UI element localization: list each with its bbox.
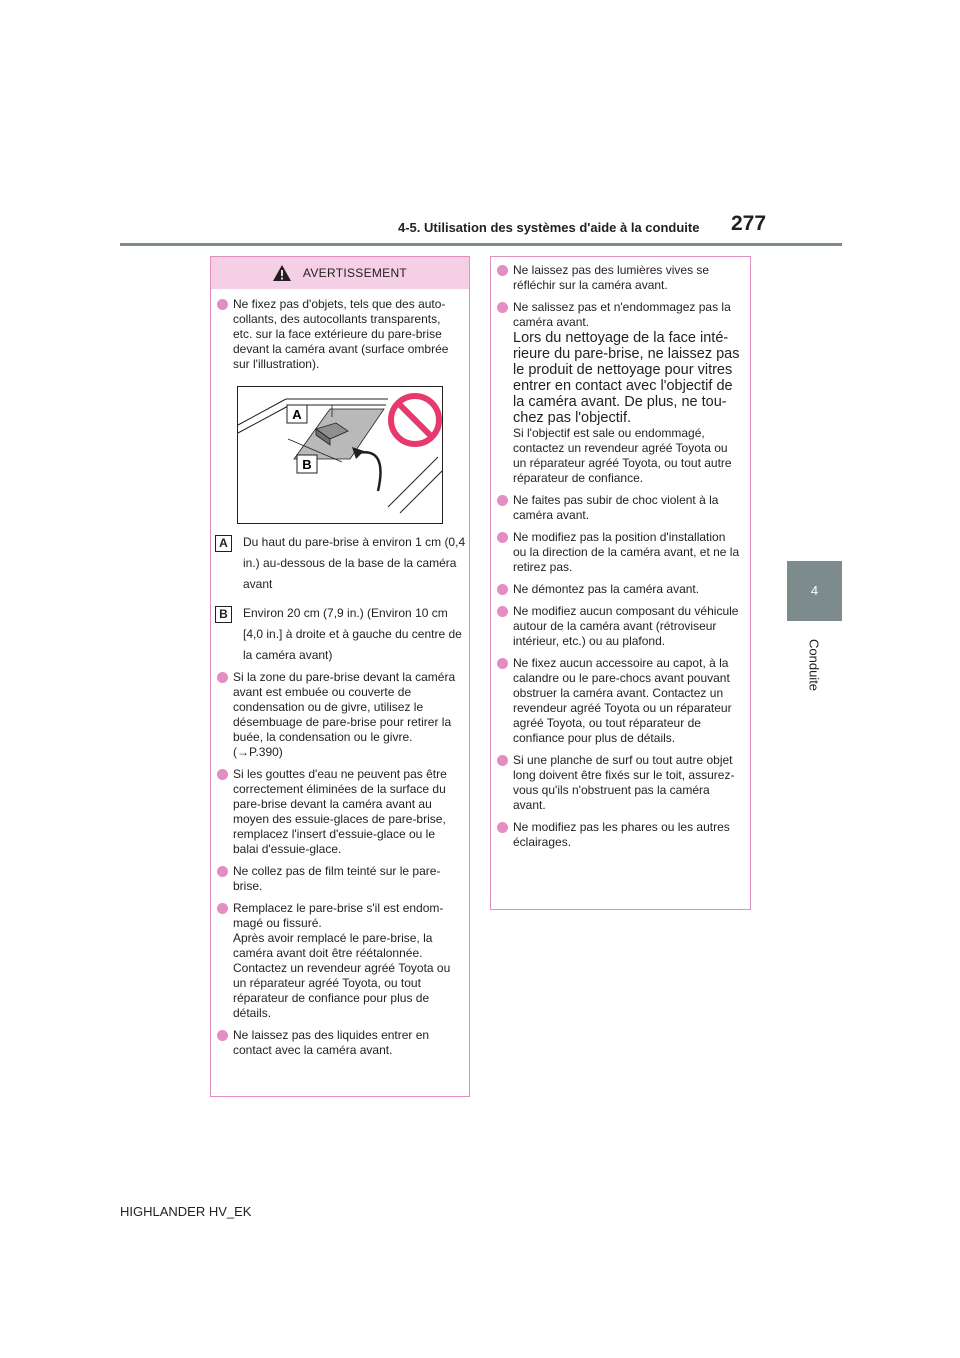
bullet-icon (497, 658, 508, 669)
bullet-icon (497, 302, 508, 313)
warning-title: AVERTISSEMENT (302, 266, 408, 280)
page-number: 277 (731, 212, 767, 235)
bullet-icon (497, 755, 508, 766)
list-item: Ne salissez pas et n'endommagez pas la caméra avant. Lors du nettoyage de la face intérieure du pare-brise, ne laissez pas le produit de nettoyage pour vitres entrer en contact avec l'objectif de la caméra avant. De plus, ne touchez pas l'objectif. Si l'objectif est sale ou endommagé, contactez un revendeur agréé Toyota ou un réparateur agréé Toyota, ou tout autre réparateur de confiance. (495, 300, 742, 486)
chapter-label: Conduite (806, 638, 822, 692)
chapter-tab: 4 (787, 561, 842, 621)
section-title: 4-5. Utilisation des systèmes d'aide à la conduite (398, 220, 700, 235)
list-item: Remplacez le pare-brise s'il est endommagé ou fissuré. Après avoir remplacé le pare-brise, la caméra avant doit être réétalonnée. Contactez un revendeur agréé Toyota ou un réparateur agréé Toyota, ou tout réparateur de confiance pour plus de détails. (215, 901, 461, 1021)
list-item: Ne modifiez pas les phares ou les autres éclairages. (495, 820, 742, 850)
warning-header (211, 257, 469, 289)
figure-label-a: A (292, 407, 302, 422)
legend-text-a: Du haut du pare-brise à environ 1 cm (0,4 in.) au-dessous de la base de la caméra avant (243, 535, 466, 591)
bullet-icon (497, 584, 508, 595)
legend-a (215, 532, 469, 595)
bullet-icon (217, 1030, 228, 1041)
list-item: Ne laissez pas des liquides entrer en contact avec la caméra avant. (215, 1028, 461, 1058)
bullet-icon (217, 866, 228, 877)
list-item: Ne fixez pas d'objets, tels que des autocollants, des autocollants transparents, etc. sur la face extérieure du pare-brise devant la caméra avant (surface ombrée sur l'illustration). (215, 297, 461, 372)
camera-illustration (237, 386, 443, 524)
list-item: Ne laissez pas des lumières vives se réfléchir sur la caméra avant. (495, 263, 742, 293)
list-item: Si une planche de surf ou tout autre objet long doivent être fixés sur le toit, assurez-vous qu'ils n'obstruent pas la caméra avant. (495, 753, 742, 813)
legend-label-b: B (215, 606, 232, 623)
page-reference: (→P.390) (233, 745, 283, 759)
list-item: Ne modifiez pas la position d'installation ou la direction de la caméra avant, et ne la retirez pas. (495, 530, 742, 575)
header-rule (120, 243, 842, 246)
warning-triangle-icon (273, 265, 291, 281)
bullet-icon (217, 672, 228, 683)
list-item: Ne démontez pas la caméra avant. (495, 582, 742, 597)
footer-model: HIGHLANDER HV_EK (120, 1204, 252, 1219)
figure-label-b: B (302, 457, 312, 472)
bullet-icon (217, 769, 228, 780)
bullet-icon (497, 495, 508, 506)
legend-text-b: Environ 20 cm (7,9 in.) (Environ 10 cm [4,0 in.] à droite et à gauche du centre de la caméra avant) (243, 606, 462, 662)
bullet-icon (497, 606, 508, 617)
bullet-icon (497, 532, 508, 543)
bullet-icon (497, 265, 508, 276)
list-item: Ne fixez aucun accessoire au capot, à la calandre ou le pare-chocs avant pouvant obstruer la caméra avant. Contactez un revendeur agréé Toyota ou un réparateur agréé Toyota, ou tout réparateur de confiance pour plus de détails. (495, 656, 742, 746)
list-item: Ne modifiez aucun composant du véhicule autour de la caméra avant (rétroviseur intérieur, etc.) ou au plafond. (495, 604, 742, 649)
list-item: Ne collez pas de film teinté sur le pare-brise. (215, 864, 461, 894)
list-item: Si les gouttes d'eau ne peuvent pas être correctement éliminées de la surface du pare-brise devant la caméra avant au moyen des essuie-glaces de pare-brise, remplacez l'insert d'essuie-glace ou le balai d'essuie-glace. (215, 767, 461, 857)
bullet-icon (217, 903, 228, 914)
bullet-icon (217, 299, 228, 310)
list-item: Ne faites pas subir de choc violent à la caméra avant. (495, 493, 742, 523)
list-item: Si la zone du pare-brise devant la caméra avant est embuée ou couverte de condensation ou de givre, utilisez le désembuage de pare-brise pour retirer la buée, la condensation ou le givre. (→P.390) (215, 670, 461, 760)
legend-label-a: A (215, 535, 232, 552)
warning-box-left (210, 256, 470, 1097)
legend-b (215, 603, 469, 666)
warning-box-right (490, 256, 751, 910)
bullet-icon (497, 822, 508, 833)
